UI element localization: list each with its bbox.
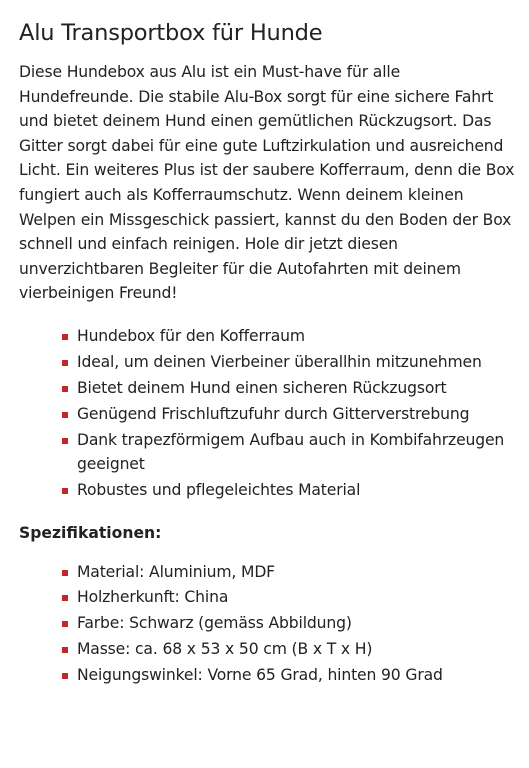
spec-text: Farbe: Schwarz (gemäss Abbildung) [77,614,352,633]
square-bullet-icon [62,334,68,340]
list-item [62,428,515,477]
square-bullet-icon [62,488,68,494]
list-item [62,350,515,375]
list-item [62,585,515,610]
product-description: Diese Hundebox aus Alu ist ein Must-have für alle Hundefreunde. Die stabile Alu-Box sorgt für eine sichere Fahrt und bietet deinem Hund einen gemütlichen Rückzugsort. Das Gitter sorgt dabei für eine gute Luftzirkulation und ausreichend Licht. Ein weiteres Plus ist der saubere Kofferraum, denn die Box fungiert auch als Kofferraumschutz. Wenn deinem kleinen Welpen ein Missgeschick passiert, kannst du den Boden der Box schnell und einfach reinigen. Hole dir jetzt diesen unverzichtbaren Begleiter für die Autofahrten mit deinem vierbeinigen Freund! [19,63,515,303]
square-bullet-icon [62,412,68,418]
square-bullet-icon [62,647,68,653]
feature-text: Genügend Frischluftzufuhr durch Gitterverstrebung [77,404,470,423]
spec-text: Masse: ca. 68 x 53 x 50 cm (B x T x H) [77,640,373,659]
list-item [62,611,515,636]
list-item [62,324,515,349]
list-item [62,402,515,427]
square-bullet-icon [62,673,68,679]
feature-text: Robustes und pflegeleichtes Material [77,480,361,499]
square-bullet-icon [62,621,68,627]
square-bullet-icon [62,360,68,366]
list-item [62,478,515,503]
list-item [62,560,515,585]
list-item [62,376,515,401]
spec-text: Material: Aluminium, MDF [77,562,275,581]
spec-text: Neigungswinkel: Vorne 65 Grad, hinten 90 Grad [77,666,443,685]
specification-list [19,560,515,688]
feature-text: Hundebox für den Kofferraum [77,326,305,345]
list-item [62,663,515,688]
page-title: Alu Transportbox für Hunde [19,20,323,46]
feature-text: Dank trapezförmigem Aufbau auch in Kombifahrzeugen geeignet [77,430,505,474]
spec-text: Holzherkunft: China [77,588,229,607]
square-bullet-icon [62,386,68,392]
square-bullet-icon [62,595,68,601]
specifications-heading: Spezifikationen: [19,523,162,542]
square-bullet-icon [62,570,68,576]
feature-list [19,324,515,503]
square-bullet-icon [62,438,68,444]
feature-text: Ideal, um deinen Vierbeiner überallhin mitzunehmen [77,352,482,371]
list-item [62,637,515,662]
feature-text: Bietet deinem Hund einen sicheren Rückzugsort [77,378,447,397]
